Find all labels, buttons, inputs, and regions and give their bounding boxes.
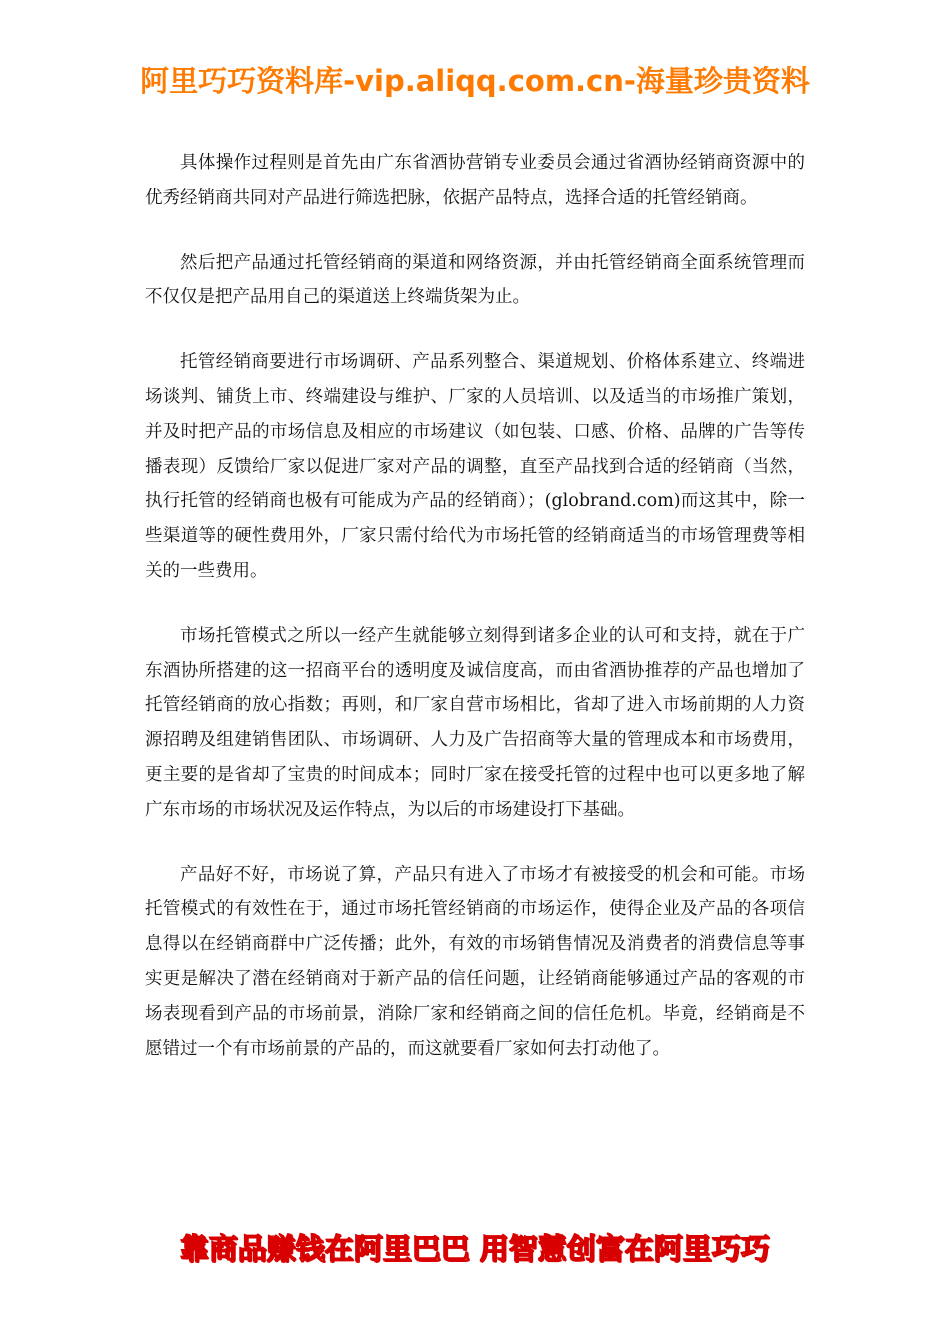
paragraph-4: 市场托管模式之所以一经产生就能够立刻得到诸多企业的认可和支持，就在于广东酒协所搭建的这一招商平台的透明度及诚信度高，而由省酒协推荐的产品也增加了托管经销商的放心指数；再则，和厂家自营市场相比，省却了进入市场前期的人力资源招聘及组建销售团队、市场调研、人力及广告招商等大量的管理成本和市场费用，更主要的是省却了宝贵的时间成本；同时厂家在接受托管的过程中也可以更多地了解广东市场的市场状况及运作特点，为以后的市场建设打下基础。 bbox=[145, 625, 805, 820]
paragraph-5: 产品好不好，市场说了算，产品只有进入了市场才有被接受的机会和可能。市场托管模式的有效性在于，通过市场托管经销商的市场运作，使得企业及产品的各项信息得以在经销商群中广泛传播；此外，有效的市场销售情况及消费者的消费信息等事实更是解决了潜在经销商对于新产品的信任问题，让经销商能够通过产品的客观的市场表现看到产品的市场前景，消除厂家和经销商之间的信任危机。毕竟，经销商是不愿错过一个有市场前景的产品的，而这就要看厂家如何去打动他了。 bbox=[145, 864, 805, 1059]
footer-banner: 靠商品赚钱在阿里巴巴 用智慧创富在阿里巧巧 bbox=[179, 1232, 771, 1266]
paragraph-2: 然后把产品通过托管经销商的渠道和网络资源，并由托管经销商全面系统管理而不仅仅是把产品用自己的渠道送上终端货架为止。 bbox=[145, 252, 805, 308]
paragraph-3: 托管经销商要进行市场调研、产品系列整合、渠道规划、价格体系建立、终端进场谈判、铺货上市、终端建设与维护、厂家的人员培训、以及适当的市场推广策划，并及时把产品的市场信息及相应的市场建议（如包装、口感、价格、品牌的广告等传播表现）反馈给厂家以促进厂家对产品的调整，直至产品找到合适的经销商（当然，执行托管的经销商也极有可能成为产品的经销商）；(globrand.com)而这其中，除一些渠道等的硬性费用外，厂家只需付给代为市场托管的经销商适当的市场管理费等相关的一些费用。 bbox=[145, 352, 805, 581]
header-banner: 阿里巧巧资料库-vip.aliqq.com.cn-海量珍贵资料 bbox=[140, 64, 810, 98]
paragraph-1: 具体操作过程则是首先由广东省酒协营销专业委员会通过省酒协经销商资源中的优秀经销商共同对产品进行筛选把脉，依据产品特点，选择合适的托管经销商。 bbox=[145, 153, 805, 208]
article-body bbox=[145, 146, 805, 1096]
